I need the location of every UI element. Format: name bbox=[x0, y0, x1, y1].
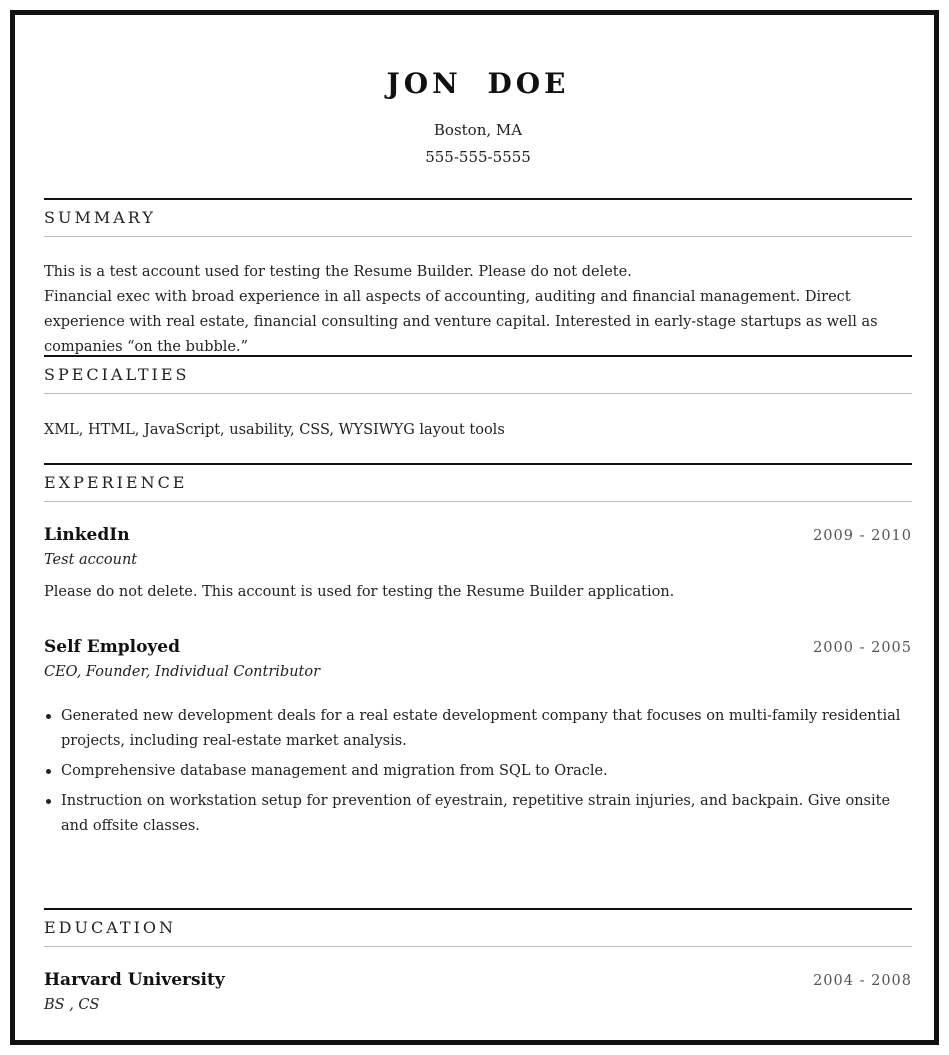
job-description-linkedin: Please do not delete. This account is used for testing the Resume Builder application. bbox=[44, 584, 675, 600]
summary-top-rule bbox=[44, 198, 912, 200]
experience-heading: EXPERIENCE bbox=[44, 473, 188, 492]
summary-heading: SUMMARY bbox=[44, 208, 156, 227]
summary-bottom-rule bbox=[44, 236, 912, 237]
job-title-self-employed: CEO, Founder, Individual Contributor bbox=[44, 664, 321, 680]
school-dates: 2004 - 2008 bbox=[813, 973, 912, 989]
job-company-self-employed: Self Employed bbox=[44, 637, 180, 657]
phone-text: 555-555-5555 bbox=[425, 148, 531, 166]
education-heading: EDUCATION bbox=[44, 918, 177, 937]
job-dates-linkedin: 2009 - 2010 bbox=[813, 528, 912, 544]
location-text: Boston, MA bbox=[433, 121, 523, 139]
experience-bottom-rule bbox=[44, 501, 912, 502]
specialties-heading: SPECIALTIES bbox=[44, 365, 190, 384]
job-bullets-self-employed bbox=[44, 704, 912, 844]
list-item: Instruction on workstation setup for prevention of eyestrain, repetitive strain injuries, and backpain. Give onsite and offsite classes. bbox=[44, 789, 912, 839]
job-title-linkedin: Test account bbox=[44, 552, 138, 568]
specialties-text: XML, HTML, JavaScript, usability, CSS, WYSIWYG layout tools bbox=[44, 422, 505, 438]
candidate-name: JON DOE bbox=[386, 67, 570, 100]
job-dates-self-employed: 2000 - 2005 bbox=[813, 640, 912, 656]
resume-page bbox=[10, 10, 939, 1045]
experience-top-rule bbox=[44, 463, 912, 465]
summary-line-1: This is a test account used for testing the Resume Builder. Please do not delete. bbox=[44, 264, 632, 280]
summary-line-2: Financial exec with broad experience in all aspects of accounting, auditing and financial management. Direct experience with real estate, financial consulting and venture capital. Interested in early-stage startups as well as companies “on the bubble.” bbox=[44, 289, 878, 355]
specialties-top-rule bbox=[44, 355, 912, 357]
list-item: Comprehensive database management and migration from SQL to Oracle. bbox=[44, 759, 912, 784]
specialties-bottom-rule bbox=[44, 393, 912, 394]
school-degree: BS , CS bbox=[44, 997, 100, 1013]
job-company-linkedin: LinkedIn bbox=[44, 525, 130, 545]
list-item: Generated new development deals for a real estate development company that focuses on multi-family residential projects, including real-estate market analysis. bbox=[44, 704, 912, 754]
education-top-rule bbox=[44, 908, 912, 910]
education-bottom-rule bbox=[44, 946, 912, 947]
summary-text bbox=[44, 260, 912, 360]
school-name: Harvard University bbox=[44, 970, 225, 990]
